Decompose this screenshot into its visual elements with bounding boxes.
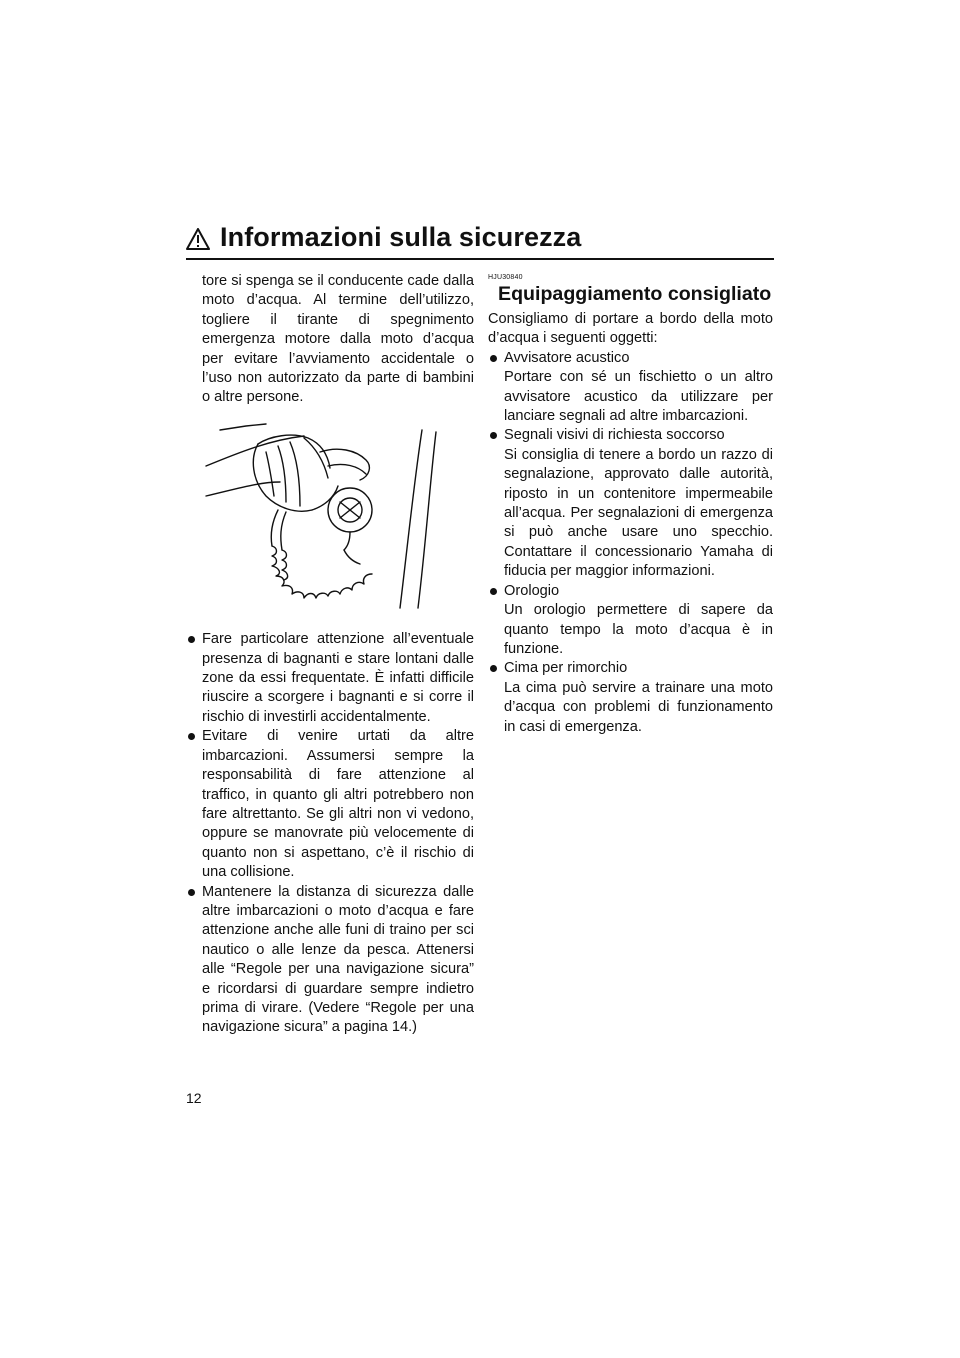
bullet-dot (188, 636, 195, 643)
page-number: 12 (186, 1090, 202, 1106)
section-title: Equipaggiamento consigliato (498, 283, 772, 305)
bullet-dot (490, 665, 497, 672)
item-text: Un orologio permettere di sapere da quanto tempo la moto d’acqua è in funzione. (504, 602, 773, 657)
equipment-item-horn (488, 349, 773, 427)
item-text: La cima può servire a trainare una moto d’acqua con problemi di funzionamento in casi di emergenza. (504, 679, 773, 735)
item-text: Si consiglia di tenere a bordo un razzo di segnalazione, approvato dalle autorità, riposto in un contenitore impermeabile all’acqua. Per segnalazioni di emergenza si può anche usare uno specchio. Contattare il concessionario Yamaha di fiducia per maggior informazioni. (504, 446, 773, 580)
page-header (186, 224, 774, 260)
bullet-dot (188, 733, 195, 740)
right-column (488, 272, 773, 737)
bullet-text: Evitare di venire urtati da altre imbarcazioni. Assumersi sempre la responsabilità di fare attenzione al traffico, in quanto gli altri potrebbero non fare altrettanto. Se gli altri non vi vedono, oppure se manovrate più velocemente di quanto non si aspettano, c’è il rischio di una collisione. (202, 728, 474, 881)
bullet-text: Fare particolare attenzione all’eventuale presenza di bagnanti e stare lontani dalle zone da essi frequentate. È infatti difficile riuscire a scorgere i bagnanti e si corre il rischio di investirli accidentalmente. (202, 631, 474, 725)
item-label: Segnali visivi di richiesta soccorso (504, 427, 725, 444)
bullet-item-bathers (186, 630, 474, 727)
bullet-dot (490, 355, 497, 362)
bullet-dot (188, 889, 195, 896)
item-text: Portare con sé un fischietto o un altro avvisatore acustico da utilizzare per lanciare segnali ad altre imbarcazioni. (504, 369, 773, 425)
page-title: Informazioni sulla sicurezza (220, 222, 582, 252)
item-label: Cima per rimorchio (504, 660, 628, 677)
section-intro: Consigliamo di portare a bordo della moto d’acqua i seguenti oggetti: (488, 311, 773, 347)
bullet-item-distance (186, 883, 474, 1038)
equipment-item-signals (488, 426, 773, 581)
warning-icon (186, 228, 210, 250)
lanyard-illustration (200, 422, 444, 612)
item-label: Avvisatore acustico (504, 349, 630, 366)
bullet-dot (490, 588, 497, 595)
bullet-text: Mantenere la distanza di sicurezza dalle altre imbarcazioni o moto d’acqua e fare attenzione anche alle funi di traino per sci nautico o alle lenze da pesca. Attenersi alle “Regole per una navigazione sicura” e ricordarsi di guardare sempre indietro prima di virare. (Vedere “Regole per una navigazione sicura” a pagina 14.) (202, 883, 474, 1036)
left-column (186, 272, 474, 1038)
bullet-dot (490, 432, 497, 439)
equipment-item-clock (488, 582, 773, 660)
intro-paragraph: tore si spenga se il conducente cade dalla moto d’acqua. Al termine dell’utilizzo, togliere il tirante di spegnimento emergenza motore dalla moto d’acqua per evitare l’avviamento accidentale o l’uso non autorizzato da parte di bambini o altre persone. (202, 273, 474, 406)
section-code: HJU30840 (488, 274, 523, 281)
bullet-item-collisions (186, 727, 474, 882)
item-label: Orologio (504, 582, 560, 599)
equipment-item-tow-rope (488, 659, 773, 737)
